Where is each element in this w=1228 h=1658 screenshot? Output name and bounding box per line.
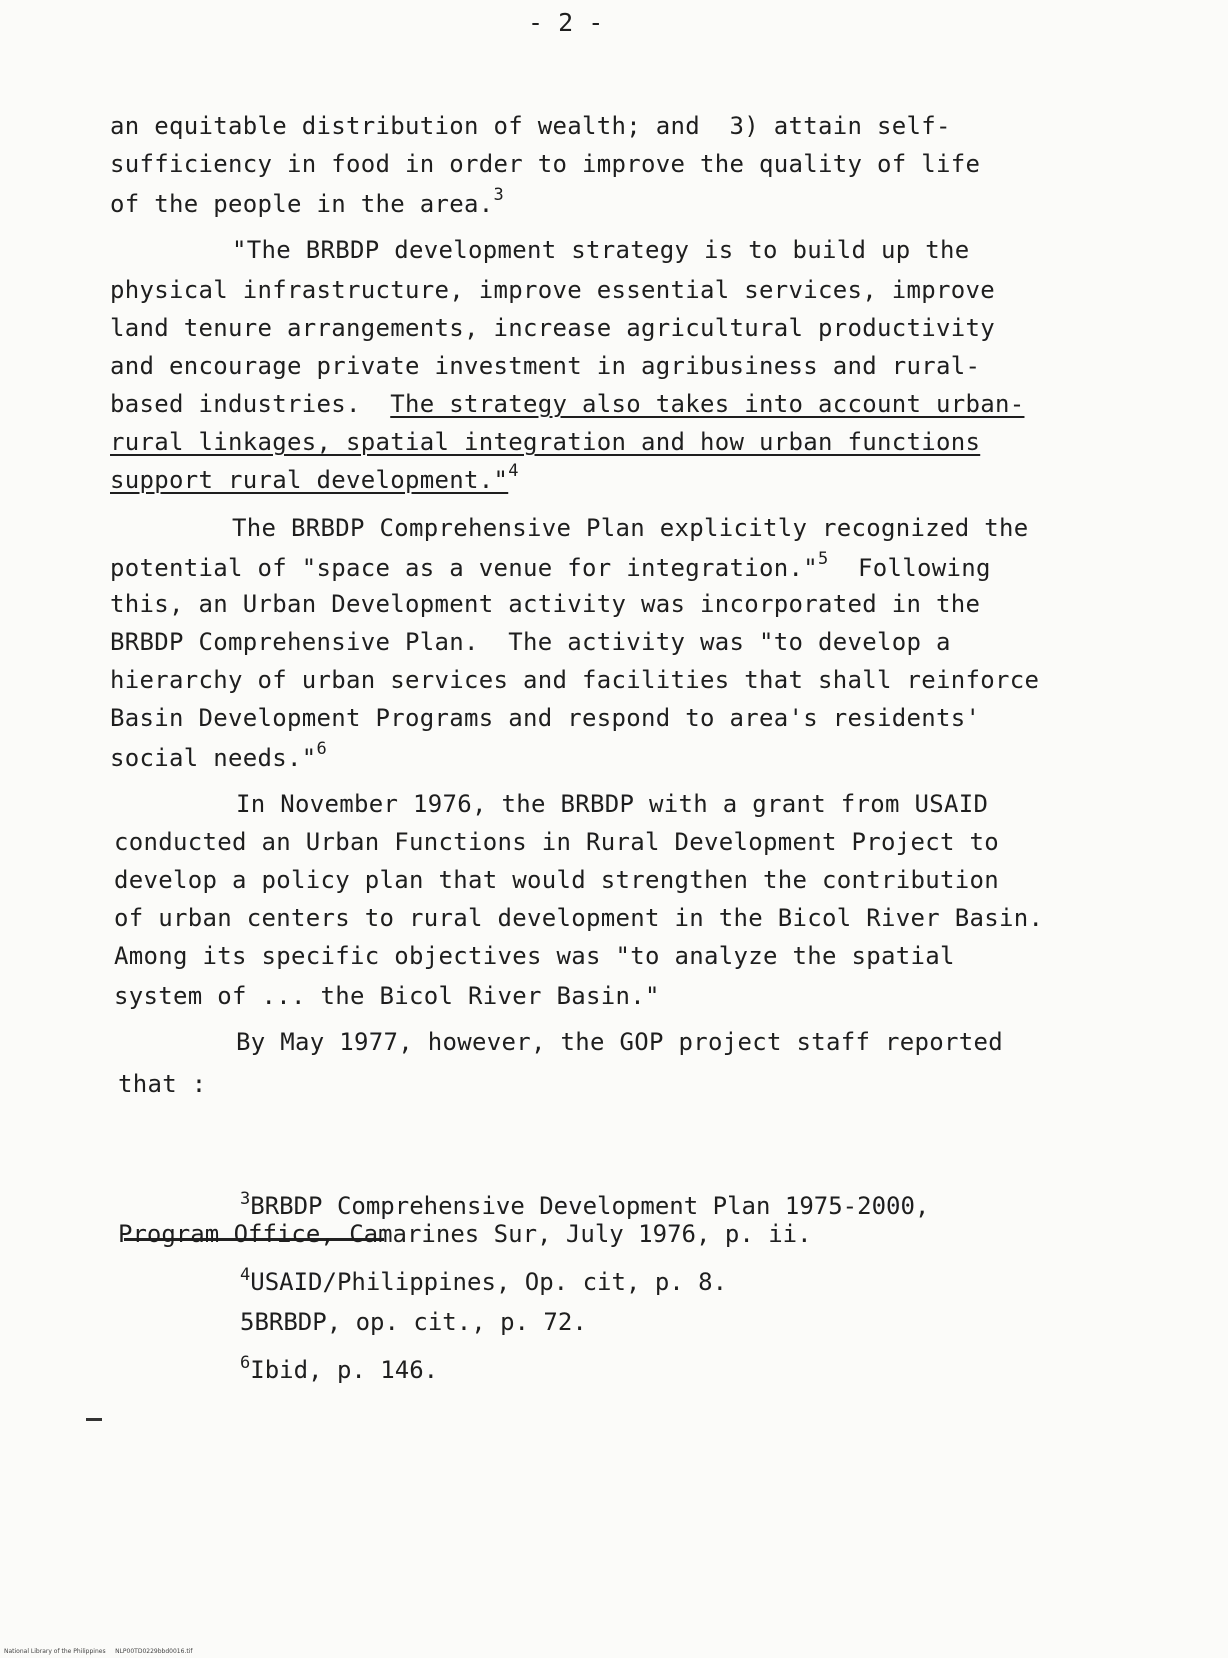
para2-line7	[110, 461, 519, 494]
para4-line6: system of ... the Bicol River Basin."	[114, 982, 660, 1010]
para4-line1: In November 1976, the BRBDP with a grant from USAID	[236, 790, 989, 818]
footnote-6-text: Ibid, p. 146.	[250, 1356, 439, 1384]
para3-line4: BRBDP Comprehensive Plan. The activity was "to develop a	[110, 628, 951, 656]
para3-line1: The BRBDP Comprehensive Plan explicitly recognized the	[232, 514, 1029, 542]
para3-line7	[110, 739, 328, 772]
margin-mark	[86, 1418, 102, 1421]
para2-line5-plain: based industries.	[110, 390, 391, 418]
footnote-ref-4: 4	[508, 461, 519, 481]
para2-line5-underlined: The strategy also takes into account urban-	[390, 390, 1025, 418]
para2-line1: "The BRBDP development strategy is to build up the	[232, 236, 970, 264]
para2-line3: land tenure arrangements, increase agricultural productivity	[110, 314, 995, 342]
footnote-6-number: 6	[240, 1353, 251, 1373]
para2-line4: and encourage private investment in agribusiness and rural-	[110, 352, 981, 380]
para3-line7-text: social needs."	[110, 744, 317, 772]
footnote-3-line1	[240, 1189, 930, 1220]
footnote-ref-6: 6	[316, 739, 328, 759]
footnote-ref-5: 5	[817, 549, 829, 569]
para1-line1: an equitable distribution of wealth; and 3) attain self-	[110, 112, 951, 140]
footnote-4	[240, 1265, 728, 1296]
para4-line5: Among its specific objectives was "to analyze the spatial	[114, 942, 955, 970]
page-number: - 2 -	[528, 8, 604, 37]
para1-line2: sufficiency in food in order to improve the quality of life	[110, 150, 981, 178]
para3-line5: hierarchy of urban services and facilities that shall reinforce	[110, 666, 1040, 694]
footnote-3-line2: Program Office, Camarines Sur, July 1976, p. ii.	[118, 1220, 812, 1248]
para2-line5	[110, 390, 1024, 418]
footnote-3-number: 3	[240, 1189, 251, 1209]
para3-line3: this, an Urban Development activity was incorporated in the	[110, 590, 981, 618]
footnote-4-text: USAID/Philippines, Op. cit, p. 8.	[250, 1268, 728, 1296]
para5-line2: that :	[118, 1070, 207, 1098]
para3-line2	[110, 549, 991, 582]
scan-footer: National Library of the Philippines NLP00TD0229bbd0016.tif	[4, 1648, 193, 1655]
para3-line2-tail: Following	[828, 554, 991, 582]
para4-line2: conducted an Urban Functions in Rural Development Project to	[114, 828, 999, 856]
para4-line4: of urban centers to rural development in the Bicol River Basin.	[114, 904, 1044, 932]
para4-line3: develop a policy plan that would strengthen the contribution	[114, 866, 999, 894]
para1-line3-text: of the people in the area.	[110, 190, 494, 218]
para3-line6: Basin Development Programs and respond to area's residents'	[110, 704, 981, 732]
para2-line6: rural linkages, spatial integration and how urban functions	[110, 428, 981, 456]
para2-line7-underlined: support rural development."	[110, 466, 509, 494]
para5-line1: By May 1977, however, the GOP project staff reported	[236, 1028, 1003, 1056]
para2-line2: physical infrastructure, improve essential services, improve	[110, 276, 995, 304]
footnote-ref-3: 3	[493, 185, 505, 205]
footnote-6	[240, 1353, 439, 1384]
para1-line3	[110, 185, 505, 218]
footnote-5: 5BRBDP, op. cit., p. 72.	[240, 1308, 587, 1336]
footnote-3-text: BRBDP Comprehensive Development Plan 1975-2000,	[250, 1192, 930, 1220]
para3-line2-text: potential of "space as a venue for integration."	[110, 554, 818, 582]
footnote-4-number: 4	[240, 1265, 251, 1285]
